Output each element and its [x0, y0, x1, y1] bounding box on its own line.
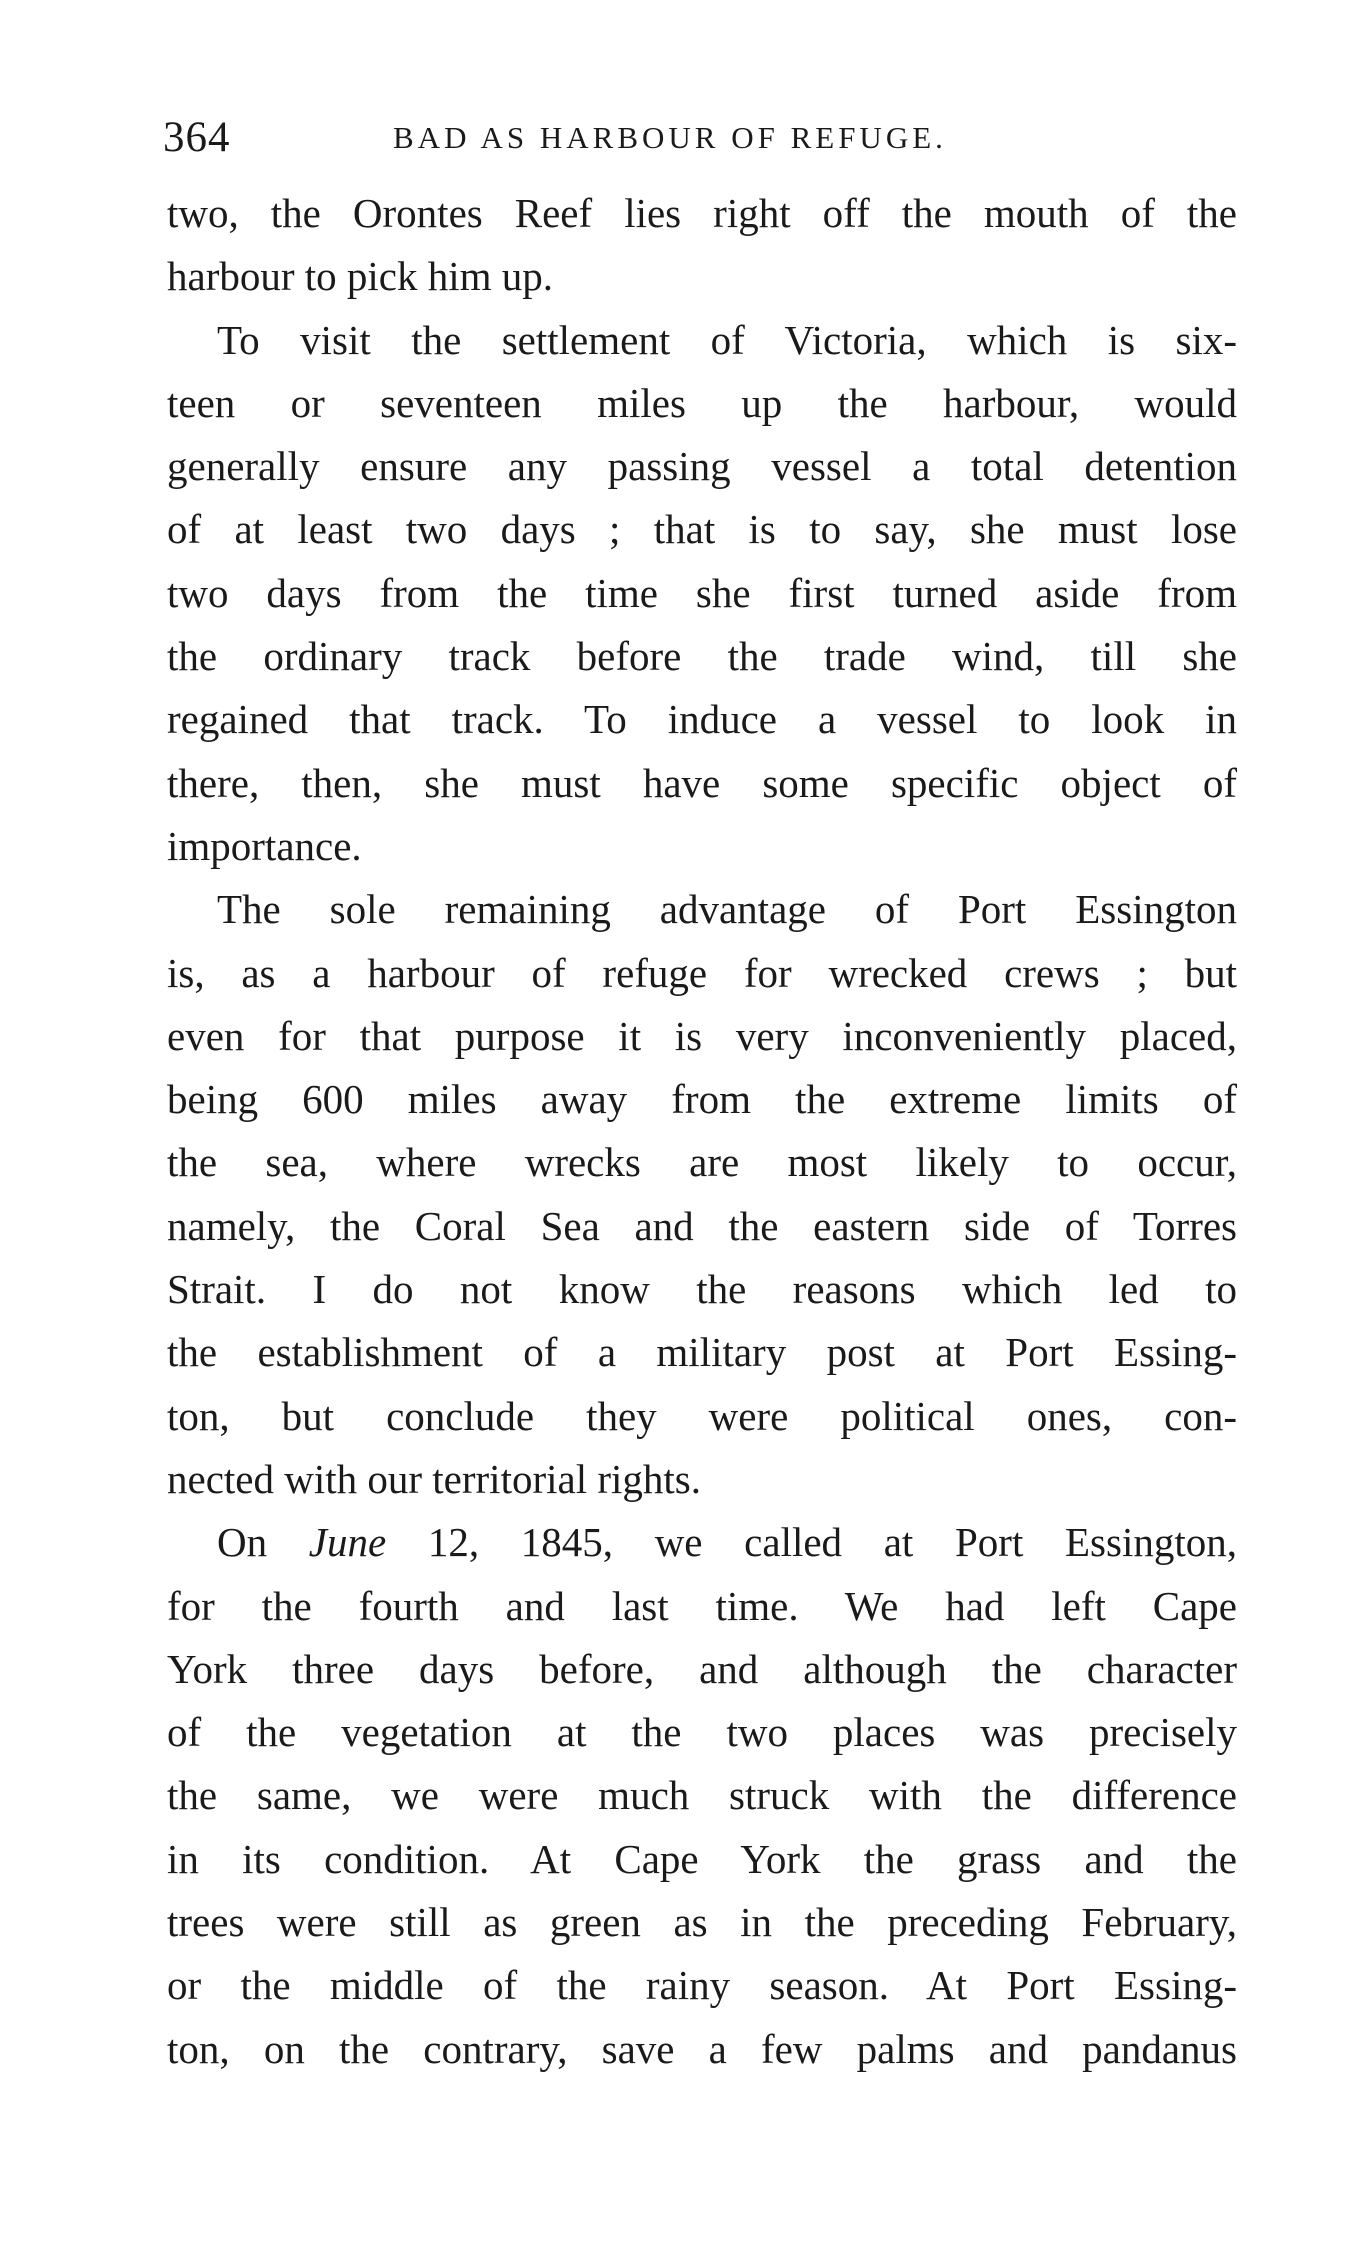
text-line: ton, but conclude they were political ones, con- — [167, 1392, 1237, 1439]
page-number: 364 — [163, 114, 231, 161]
text-line: trees were still as green as in the preceding February, — [167, 1899, 1237, 1946]
text-line: or the middle of the rainy season. At Port Essing- — [167, 1962, 1237, 2009]
text-line-with-date — [167, 1511, 1237, 1574]
text-line: regained that track. To induce a vessel to look in — [167, 696, 1237, 743]
text-line: generally ensure any passing vessel a total detention — [167, 443, 1237, 490]
text-line: for the fourth and last time. We had left Cape — [167, 1582, 1237, 1629]
text-line: the establishment of a military post at Port Essing- — [167, 1329, 1237, 1376]
text-line: namely, the Coral Sea and the eastern side of Torres — [167, 1202, 1237, 1249]
text-line: York three days before, and although the character — [167, 1645, 1237, 1692]
text-line: teen or seventeen miles up the harbour, would — [167, 379, 1237, 426]
text-line: the sea, where wrecks are most likely to occur, — [167, 1139, 1237, 1186]
text-fragment: 12, 1845, we called at Port Essington, — [386, 1519, 1237, 1566]
text-line: Strait. I do not know the reasons which led to — [167, 1266, 1237, 1313]
text-line: two, the Orontes Reef lies right off the mouth of the — [167, 190, 1237, 236]
italic-month: June — [308, 1519, 387, 1566]
body-text — [167, 182, 1237, 2081]
text-line: harbour to pick him up. — [167, 253, 554, 300]
text-fragment: On — [217, 1519, 309, 1566]
running-head: BAD AS HARBOUR OF REFUGE. — [393, 120, 947, 155]
text-line: The sole remaining advantage of Port Essington — [217, 886, 1237, 933]
text-line: ton, on the contrary, save a few palms and pandanus — [167, 2025, 1237, 2072]
text-line: the same, we were much struck with the difference — [167, 1772, 1237, 1819]
text-line: in its condition. At Cape York the grass and the — [167, 1835, 1237, 1882]
page-header — [163, 108, 1238, 168]
text-line: nected with our territorial rights. — [167, 1455, 701, 1502]
text-line: being 600 miles away from the extreme limits of — [167, 1076, 1237, 1123]
text-line: two days from the time she first turned aside from — [167, 569, 1237, 616]
text-line: is, as a harbour of refuge for wrecked crews ; but — [167, 949, 1237, 996]
text-line: the ordinary track before the trade wind, till she — [167, 633, 1237, 680]
text-line: of the vegetation at the two places was precisely — [167, 1709, 1237, 1756]
text-line: To visit the settlement of Victoria, which is six- — [217, 316, 1237, 363]
text-line: even for that purpose it is very inconveniently placed, — [167, 1012, 1237, 1059]
text-line: there, then, she must have some specific object of — [167, 759, 1237, 806]
text-line: of at least two days ; that is to say, she must lose — [167, 506, 1237, 553]
text-line: importance. — [167, 822, 362, 869]
